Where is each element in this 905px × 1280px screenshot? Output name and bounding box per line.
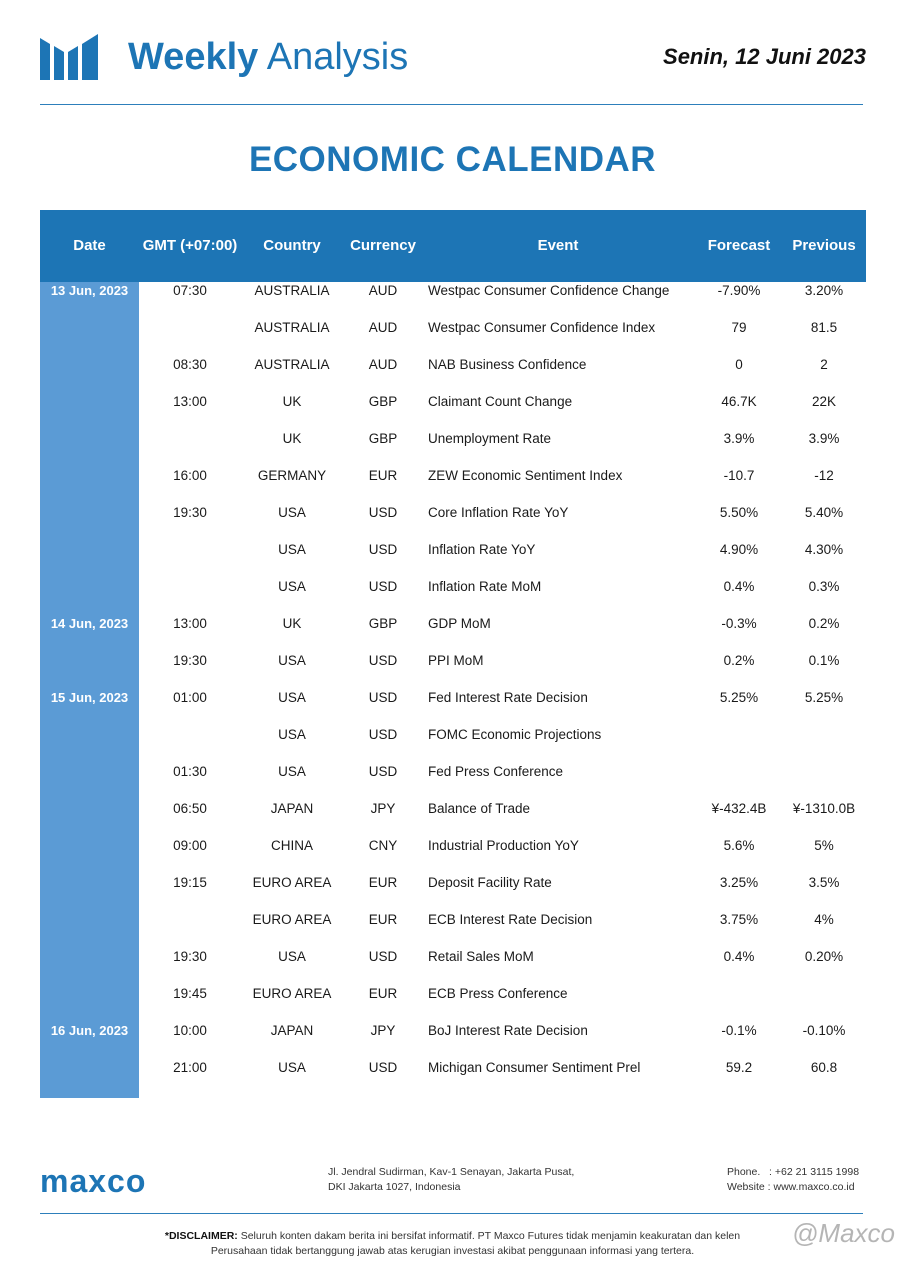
date-cell: 14 Jun, 2023 [50,616,129,631]
table-row [40,1059,866,1096]
date-cell [40,578,139,615]
date-cell: 13 Jun, 2023 [50,283,129,298]
footer-contact [727,1165,859,1195]
currency-cell: AUD [368,283,398,298]
header-forecast-col: Forecast [707,237,771,254]
gmt-cell: 06:50 [173,801,207,816]
previous-cell: 4% [814,912,834,927]
date-cell [40,356,139,393]
date-cell [40,1059,139,1096]
forecast-cell [696,726,782,763]
forecast-cell: -0.1% [721,1023,757,1038]
previous-cell: 3.9% [808,431,840,446]
header [40,34,866,82]
address-line-1: Jl. Jendral Sudirman, Kav-1 Senayan, Jakarta Pusat, [328,1166,575,1178]
event-cell: Claimant Count Change [428,394,573,409]
disclaimer-label: *DISCLAIMER: [164,1230,238,1242]
previous-cell [782,726,866,763]
footer-logo: maxco [40,1163,147,1199]
currency-cell: EUR [368,986,398,1001]
country-cell: USA [278,690,306,705]
currency-cell: USD [368,764,398,779]
previous-cell: 5% [814,838,834,853]
table-row [40,504,866,541]
date-cell [40,874,139,911]
phone-text: Phone. : +62 21 3115 1998 [727,1166,860,1178]
table-row [40,393,866,430]
event-cell: Michigan Consumer Sentiment Prel [428,1060,641,1075]
table-row [40,948,866,985]
table-row [40,874,866,911]
event-cell: Inflation Rate YoY [428,542,536,557]
table-row [40,689,866,726]
gmt-cell [140,319,240,356]
currency-cell: EUR [368,912,398,927]
gmt-cell: 07:30 [173,283,207,298]
table-row [40,541,866,578]
table-body [40,282,866,1096]
date-cell [40,800,139,837]
event-cell: ECB Interest Rate Decision [428,912,593,927]
forecast-cell: -0.3% [721,616,757,631]
event-cell: NAB Business Confidence [428,357,587,372]
forecast-cell: 5.50% [719,505,759,520]
section-title: ECONOMIC CALENDAR [248,140,657,179]
header-gmt-col: GMT (+07:00) [142,237,238,254]
event-cell: GDP MoM [428,616,491,631]
footer-divider [40,1213,863,1214]
currency-cell: CNY [368,838,398,853]
currency-cell: USD [368,690,398,705]
date-cell: 16 Jun, 2023 [50,1023,129,1038]
disclaimer-line-2: Perusahaan tidak bertanggung jawab atas kerugian investasi akibat penggunaan informasi yang tertera. [210,1245,695,1257]
forecast-cell: 0.4% [723,579,755,594]
previous-cell: ¥-1310.0B [792,801,856,816]
header-country-col: Country [263,237,321,254]
gmt-cell: 09:00 [173,838,207,853]
gmt-cell: 19:45 [173,986,207,1001]
watermark: @Maxco [792,1218,895,1248]
previous-cell [782,763,866,800]
table-row [40,467,866,504]
event-cell: Westpac Consumer Confidence Index [428,320,656,335]
country-cell: USA [278,727,306,742]
date-cell [40,652,139,689]
date-cell [40,726,139,763]
forecast-cell: ¥-432.4B [711,801,767,816]
gmt-cell: 01:30 [173,764,207,779]
forecast-cell: 59.2 [725,1060,753,1075]
currency-cell: USD [368,653,398,668]
currency-cell: GBP [368,616,398,631]
gmt-cell: 16:00 [173,468,207,483]
currency-cell: EUR [368,468,398,483]
country-cell: EURO AREA [252,875,332,890]
previous-cell: 3.20% [804,283,844,298]
country-cell: CHINA [270,838,313,853]
previous-cell: -12 [814,468,834,483]
economic-calendar-table [40,210,866,1096]
header-event-col: Event [537,237,579,254]
previous-cell: 2 [820,357,828,372]
gmt-cell [140,911,240,948]
header-date: Senin, 12 Juni 2023 [663,44,866,69]
forecast-cell: 5.6% [723,838,755,853]
country-cell: UK [282,394,302,409]
event-cell: BoJ Interest Rate Decision [428,1023,588,1038]
gmt-cell: 13:00 [173,616,207,631]
gmt-cell [140,578,240,615]
forecast-cell: 3.75% [719,912,759,927]
forecast-cell [696,985,782,1022]
table-row [40,319,866,356]
country-cell: EURO AREA [252,912,332,927]
forecast-cell [696,763,782,800]
event-cell: Deposit Facility Rate [428,875,552,890]
previous-cell: 0.2% [808,616,840,631]
event-cell: PPI MoM [428,653,484,668]
forecast-cell: 0 [735,357,743,372]
header-divider [40,104,863,105]
date-cell [40,985,139,1022]
previous-cell: 22K [811,394,837,409]
currency-cell: GBP [368,394,398,409]
table-row [40,652,866,689]
date-cell [40,911,139,948]
table-row [40,911,866,948]
previous-cell: 3.5% [808,875,840,890]
gmt-cell: 08:30 [173,357,207,372]
table-row [40,1022,866,1059]
date-cell [40,467,139,504]
currency-cell: JPY [370,1023,396,1038]
country-cell: EURO AREA [252,986,332,1001]
gmt-cell: 10:00 [173,1023,207,1038]
forecast-cell: 46.7K [721,394,757,409]
gmt-cell: 19:15 [173,875,207,890]
forecast-cell: 5.25% [719,690,759,705]
date-cell [40,837,139,874]
table-row [40,615,866,652]
event-cell: Unemployment Rate [428,431,552,446]
website-text: Website : www.maxco.co.id [727,1181,855,1193]
forecast-cell: 3.9% [723,431,755,446]
forecast-cell: -7.90% [717,283,761,298]
currency-cell: USD [368,727,398,742]
gmt-cell [140,430,240,467]
event-cell: Retail Sales MoM [428,949,534,964]
forecast-cell: 0.4% [723,949,755,964]
country-cell: USA [278,653,306,668]
forecast-cell: 79 [731,320,747,335]
date-cell [40,948,139,985]
currency-cell: USD [368,542,398,557]
country-cell: UK [282,616,302,631]
gmt-cell: 19:30 [173,653,207,668]
previous-cell: 5.25% [804,690,844,705]
previous-cell: -0.10% [802,1023,846,1038]
country-cell: USA [278,764,306,779]
currency-cell: AUD [368,320,398,335]
previous-cell: 5.40% [804,505,844,520]
forecast-cell: 0.2% [723,653,755,668]
table-row [40,430,866,467]
gmt-cell: 19:30 [173,505,207,520]
country-cell: UK [282,431,302,446]
currency-cell: USD [368,579,398,594]
brand-title-bold: Weekly [128,36,259,78]
country-cell: AUSTRALIA [254,357,330,372]
event-cell: FOMC Economic Projections [428,727,602,742]
gmt-cell: 19:30 [173,949,207,964]
previous-cell: 0.1% [808,653,840,668]
table-row [40,578,866,615]
forecast-cell: -10.7 [723,468,755,483]
currency-cell: AUD [368,357,398,372]
footer-address [328,1165,574,1195]
forecast-cell: 4.90% [719,542,759,557]
header-previous-col: Previous [792,237,856,254]
currency-cell: JPY [370,801,396,816]
table-row [40,763,866,800]
country-cell: USA [278,505,306,520]
country-cell: AUSTRALIA [254,283,330,298]
bar-chart-logo-icon [40,34,98,80]
event-cell: ZEW Economic Sentiment Index [428,468,623,483]
date-cell [40,430,139,467]
event-cell: Industrial Production YoY [428,838,579,853]
currency-cell: GBP [368,431,398,446]
previous-cell [782,985,866,1022]
country-cell: USA [278,579,306,594]
table-row [40,985,866,1022]
gmt-cell: 01:00 [173,690,207,705]
disclaimer [0,1229,905,1259]
gmt-cell: 21:00 [173,1060,207,1075]
event-cell: Westpac Consumer Confidence Change [428,283,670,298]
forecast-cell: 3.25% [719,875,759,890]
currency-cell: USD [368,505,398,520]
country-cell: JAPAN [270,801,314,816]
previous-cell: 4.30% [804,542,844,557]
event-cell: Core Inflation Rate YoY [428,505,569,520]
event-cell: Inflation Rate MoM [428,579,542,594]
brand-title [128,36,408,79]
date-cell [40,763,139,800]
table-row [40,800,866,837]
table-row [40,282,866,319]
table-row [40,837,866,874]
country-cell: USA [278,1060,306,1075]
event-cell: Fed Interest Rate Decision [428,690,588,705]
country-cell: USA [278,949,306,964]
currency-cell: USD [368,1060,398,1075]
date-cell [40,319,139,356]
date-cell [40,393,139,430]
previous-cell: 0.20% [804,949,844,964]
event-cell: Fed Press Conference [428,764,564,779]
currency-cell: EUR [368,875,398,890]
date-cell [40,541,139,578]
country-cell: USA [278,542,306,557]
date-cell: 15 Jun, 2023 [50,690,129,705]
header-date-col: Date [73,237,106,254]
gmt-cell: 13:00 [173,394,207,409]
event-cell: Balance of Trade [428,801,531,816]
address-line-2: DKI Jakarta 1027, Indonesia [328,1181,461,1193]
header-currency-col: Currency [350,237,416,254]
country-cell: GERMANY [257,468,327,483]
disclaimer-line-1: Seluruh konten dakam berita ini bersifat informatif. PT Maxco Futures tidak menjamin keakuratan dan kelen [240,1230,741,1242]
table-row [40,726,866,763]
gmt-cell [140,726,240,763]
table-row [40,356,866,393]
country-cell: JAPAN [270,1023,314,1038]
brand-title-regular: Analysis [266,36,409,78]
date-cell [40,504,139,541]
gmt-cell [140,541,240,578]
previous-cell: 81.5 [810,320,838,335]
currency-cell: USD [368,949,398,964]
previous-cell: 0.3% [808,579,840,594]
event-cell: ECB Press Conference [428,986,568,1001]
previous-cell: 60.8 [810,1060,838,1075]
table-header [40,210,866,282]
country-cell: AUSTRALIA [254,320,330,335]
